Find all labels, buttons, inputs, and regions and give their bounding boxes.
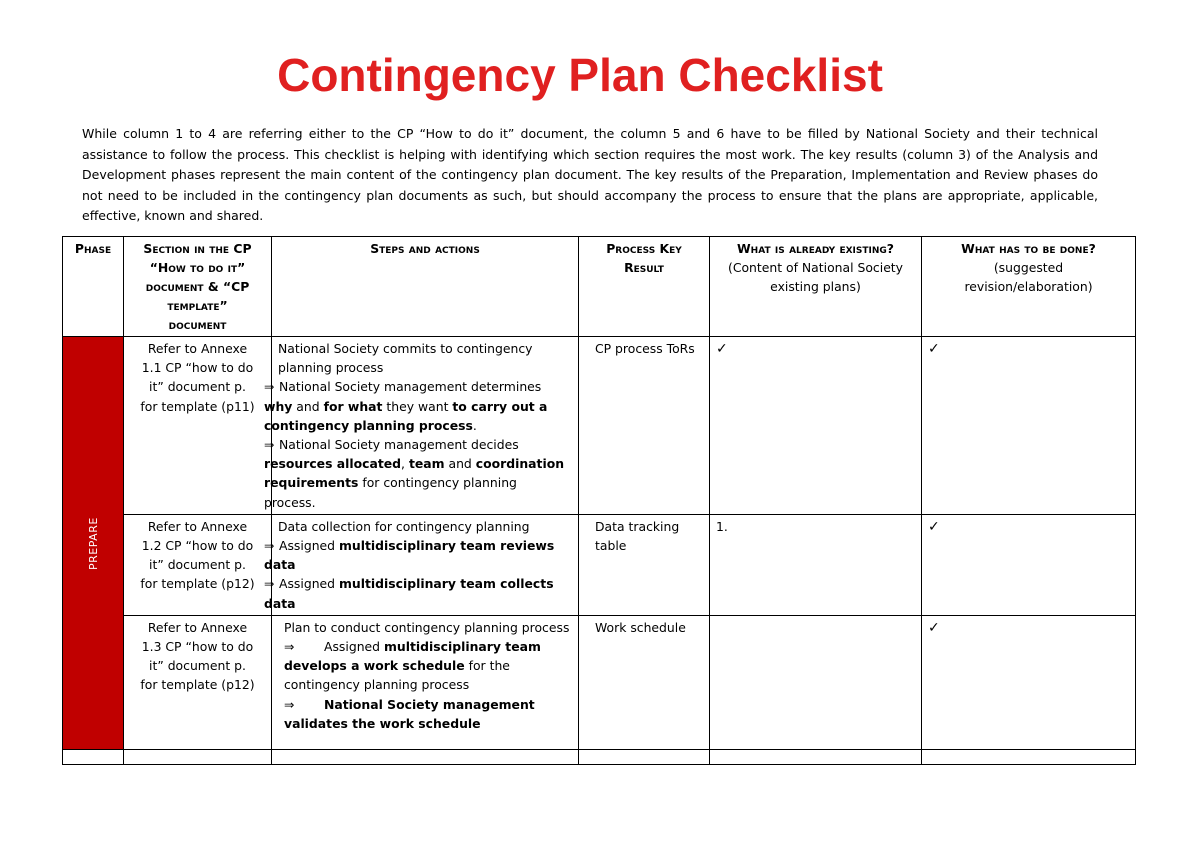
section-cell: Refer to Annexe 1.1 CP “how to do it” document p. for template (p11) [124,337,272,515]
arrow-icon: ⇒ [264,437,275,453]
checklist-table [62,236,1136,765]
empty-cell [124,749,272,764]
result-cell: Work schedule [579,615,710,749]
table-row [63,337,1136,515]
empty-row [63,749,1136,764]
phase-label: PREPARE [86,517,100,570]
result-cell: Data tracking table [579,514,710,615]
step-item: ⇒ National Society management validates the work schedule [284,696,535,731]
header-existing: What is already existing? (Content of National Society existing plans) [710,237,922,337]
header-todo: What has to be done? (suggested revision/elaboration) [922,237,1136,337]
existing-cell [710,615,922,749]
arrow-icon: ⇒ [264,576,275,592]
check-icon: ✓ [928,518,940,535]
empty-cell [272,749,579,764]
phase-cell [63,337,124,750]
check-icon: ✓ [928,619,940,636]
empty-cell [922,749,1136,764]
step-item: National Society commits to contingency planning process [278,341,533,376]
existing-cell [710,337,922,515]
empty-cell [579,749,710,764]
existing-cell: 1. [710,514,922,615]
arrow-icon: ⇒ [284,696,295,712]
arrow-icon: ⇒ [264,538,275,554]
arrow-icon: ⇒ [264,379,275,395]
step-item: ⇒ National Society management decides resources allocated, team and coordination requirements for contingency planning process. [264,437,565,510]
empty-cell [63,749,124,764]
table-row [63,615,1136,749]
header-row [63,237,1136,337]
header-steps: Steps and actions [272,237,579,337]
step-item: Data collection for contingency planning [278,518,530,534]
step-item: ⇒ National Society management determines why and for what they want to carry out a contingency planning process. [264,379,548,433]
step-item: ⇒ Assigned multidisciplinary team collects data [264,576,554,611]
todo-cell [922,514,1136,615]
intro-paragraph: While column 1 to 4 are referring either to the CP “How to do it” document, the column 5 and 6 have to be filled by National Society and their technical assistance to follow the process. This checklist is helping with identifying which section requires the most work. The key results (column 3) of the Analysis and Development phases represent the main content of the contingency plan document. The key results of the Preparation, Implementation and Review phases do not need to be included in the contingency plan documents as such, but should accompany the process to ensure that the plans are appropriate, applicable, effective, known and shared. [82,126,1098,224]
step-item: ⇒ Assigned multidisciplinary team develops a work schedule for the contingency planning process [284,639,541,693]
table-row [63,514,1136,615]
steps-cell [264,514,579,615]
section-cell: Refer to Annexe 1.3 CP “how to do it” document p. for template (p12) [124,615,272,749]
header-section: Section in the CP “How to do it” document & “CP template” document [124,237,272,337]
arrow-icon: ⇒ [284,639,295,655]
steps-cell [264,337,579,515]
check-icon: ✓ [928,341,940,357]
page-title: Contingency Plan Checklist [277,49,883,101]
todo-cell [922,615,1136,749]
empty-cell [710,749,922,764]
header-process-key-result: Process Key Result [579,237,710,337]
step-item: Plan to conduct contingency planning process [284,619,570,635]
todo-cell [922,337,1136,515]
check-icon: ✓ [716,341,728,357]
steps-cell [272,615,579,749]
header-phase: Phase [63,237,124,337]
section-cell: Refer to Annexe 1.2 CP “how to do it” document p. for template (p12) [124,514,272,615]
result-cell: CP process ToRs [579,337,710,515]
step-item: ⇒ Assigned multidisciplinary team reviews data [264,538,555,573]
